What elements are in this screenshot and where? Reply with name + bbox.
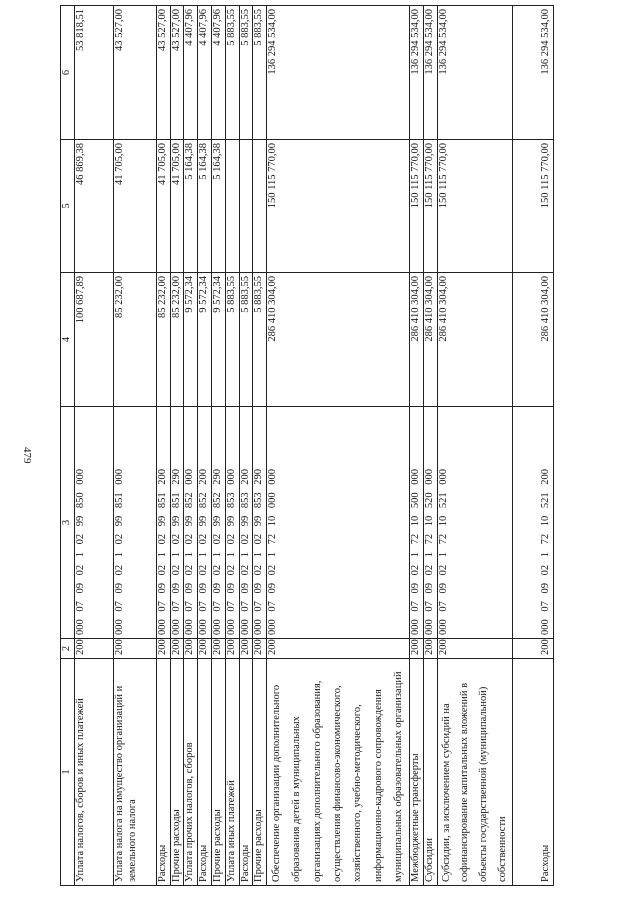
row-value-6: 5 883,55: [225, 6, 239, 140]
row-value-5: 150 115 770,00: [513, 140, 554, 273]
table-row: [513, 6, 554, 886]
row-name: Расходы: [198, 659, 212, 886]
table-row: [156, 6, 170, 886]
row-value-6: 136 294 534,00: [513, 6, 554, 140]
row-value-5: 150 115 770,00: [424, 140, 438, 273]
row-value-4: 85 232,00: [170, 273, 184, 407]
row-value-6: 43 527,00: [113, 6, 156, 140]
row-value-4: 85 232,00: [113, 273, 156, 407]
row-budget-code: 000 07 09 02 1 72 10 000 000: [267, 407, 410, 639]
row-value-4: 286 410 304,00: [424, 273, 438, 407]
row-value-4: 100 687,89: [74, 273, 113, 407]
row-name: Уплата прочих налогов, сборов: [184, 659, 198, 886]
row-value-4: 85 232,00: [156, 273, 170, 407]
row-line-code: 200: [211, 639, 225, 659]
row-budget-code: 000 07 09 02 1 02 99 853 000: [225, 407, 239, 639]
row-value-6: 136 294 534,00: [267, 6, 410, 140]
row-value-6: 136 294 534,00: [437, 6, 512, 140]
row-value-4: 9 572,34: [211, 273, 225, 407]
row-name: Прочие расходы: [211, 659, 225, 886]
row-budget-code: 000 07 09 02 1 72 10 521 000: [437, 407, 512, 639]
row-value-4: 5 883,55: [225, 273, 239, 407]
row-budget-code: 000 07 09 02 1 02 99 852 000: [184, 407, 198, 639]
table-row: [239, 6, 253, 886]
row-value-5: 5 164,38: [184, 140, 198, 273]
col-header-4: 4: [61, 273, 75, 407]
row-name: Расходы: [513, 659, 554, 886]
row-value-5: 41 705,00: [156, 140, 170, 273]
row-value-5: 41 705,00: [113, 140, 156, 273]
row-value-5: 150 115 770,00: [437, 140, 512, 273]
row-value-5: 5 164,38: [211, 140, 225, 273]
budget-table: [60, 5, 554, 886]
row-line-code: 200: [74, 639, 113, 659]
col-header-6: 6: [61, 6, 75, 140]
table-row: [410, 6, 424, 886]
table-row: [437, 6, 512, 886]
page-number: 479: [21, 447, 33, 464]
row-line-code: 200: [198, 639, 212, 659]
row-name: Уплата налогов, сборов и иных платежей: [74, 659, 113, 886]
row-name: Прочие расходы: [253, 659, 267, 886]
row-value-4: 286 410 304,00: [437, 273, 512, 407]
col-header-5: 5: [61, 140, 75, 273]
row-value-6: 4 407,96: [211, 6, 225, 140]
row-line-code: 200: [239, 639, 253, 659]
row-name: Уплата налога на имущество организаций и земельного налога: [113, 659, 156, 886]
row-line-code: 200: [225, 639, 239, 659]
row-budget-code: 000 07 09 02 1 72 10 520 000: [424, 407, 438, 639]
row-budget-code: 000 07 09 02 1 02 99 852 290: [211, 407, 225, 639]
row-name: Обеспечение организации дополнительного образования детей в муниципальных организациях дополнительного образования, осуществления финансово-экономического, хозяйственного, учебно-методического, информационно-кадрового сопровождения муниципальных образовательных организаций: [267, 659, 410, 886]
header-row: [61, 6, 75, 886]
row-line-code: 200: [156, 639, 170, 659]
row-value-6: 4 407,96: [198, 6, 212, 140]
table-row: [184, 6, 198, 886]
row-value-5: 5 164,38: [198, 140, 212, 273]
row-line-code: 200: [170, 639, 184, 659]
table-row: [198, 6, 212, 886]
table-row: [225, 6, 239, 886]
row-value-4: 286 410 304,00: [267, 273, 410, 407]
row-budget-code: 000 07 09 02 1 02 99 850 000: [74, 407, 113, 639]
row-budget-code: 000 07 09 02 1 72 10 521 200: [513, 407, 554, 639]
row-value-6: 136 294 534,00: [410, 6, 424, 140]
row-value-5: 150 115 770,00: [410, 140, 424, 273]
row-value-6: 5 883,55: [239, 6, 253, 140]
col-header-2: 2: [61, 639, 75, 659]
row-value-6: 4 407,96: [184, 6, 198, 140]
row-budget-code: 000 07 09 02 1 02 99 853 200: [239, 407, 253, 639]
row-line-code: 200: [410, 639, 424, 659]
row-line-code: 200: [253, 639, 267, 659]
row-value-4: 286 410 304,00: [513, 273, 554, 407]
row-line-code: 200: [184, 639, 198, 659]
row-value-6: 5 883,55: [253, 6, 267, 140]
row-value-5: [239, 140, 253, 273]
row-value-6: 53 818,51: [74, 6, 113, 140]
row-line-code: 200: [113, 639, 156, 659]
row-value-4: 9 572,34: [184, 273, 198, 407]
row-line-code: 200: [513, 639, 554, 659]
table-row: [113, 6, 156, 886]
row-line-code: 200: [437, 639, 512, 659]
col-header-1: 1: [61, 659, 75, 886]
row-budget-code: 000 07 09 02 1 02 99 853 290: [253, 407, 267, 639]
table-row: [267, 6, 410, 886]
row-value-5: 150 115 770,00: [267, 140, 410, 273]
rotated-table-wrapper: [60, 6, 630, 886]
table-row: [170, 6, 184, 886]
table-row: [253, 6, 267, 886]
row-line-code: 200: [424, 639, 438, 659]
row-value-5: 41 705,00: [170, 140, 184, 273]
row-value-4: 5 883,55: [253, 273, 267, 407]
row-name: Уплата иных платежей: [225, 659, 239, 886]
row-name: Субсидии, за исключением субсидий на софинансирование капитальных вложений в объекты государственной (муниципальной) собственности: [437, 659, 512, 886]
row-name: Субсидии: [424, 659, 438, 886]
row-name: Межбюджетные трансферты: [410, 659, 424, 886]
row-budget-code: 000 07 09 02 1 02 99 851 000: [113, 407, 156, 639]
row-value-6: 43 527,00: [170, 6, 184, 140]
row-budget-code: 000 07 09 02 1 72 10 500 000: [410, 407, 424, 639]
table-row: [424, 6, 438, 886]
row-budget-code: 000 07 09 02 1 02 99 851 200: [156, 407, 170, 639]
table-row: [74, 6, 113, 886]
row-value-5: 46 869,38: [74, 140, 113, 273]
row-value-4: 5 883,55: [239, 273, 253, 407]
row-budget-code: 000 07 09 02 1 02 99 852 200: [198, 407, 212, 639]
row-name: Прочие расходы: [170, 659, 184, 886]
row-value-4: 9 572,34: [198, 273, 212, 407]
row-value-4: 286 410 304,00: [410, 273, 424, 407]
row-name: Расходы: [239, 659, 253, 886]
row-value-6: 43 527,00: [156, 6, 170, 140]
col-header-3: 3: [61, 407, 75, 639]
row-line-code: 200: [267, 639, 410, 659]
table-row: [211, 6, 225, 886]
row-value-5: [253, 140, 267, 273]
row-value-5: [225, 140, 239, 273]
row-budget-code: 000 07 09 02 1 02 99 851 290: [170, 407, 184, 639]
row-name: Расходы: [156, 659, 170, 886]
row-value-6: 136 294 534,00: [424, 6, 438, 140]
